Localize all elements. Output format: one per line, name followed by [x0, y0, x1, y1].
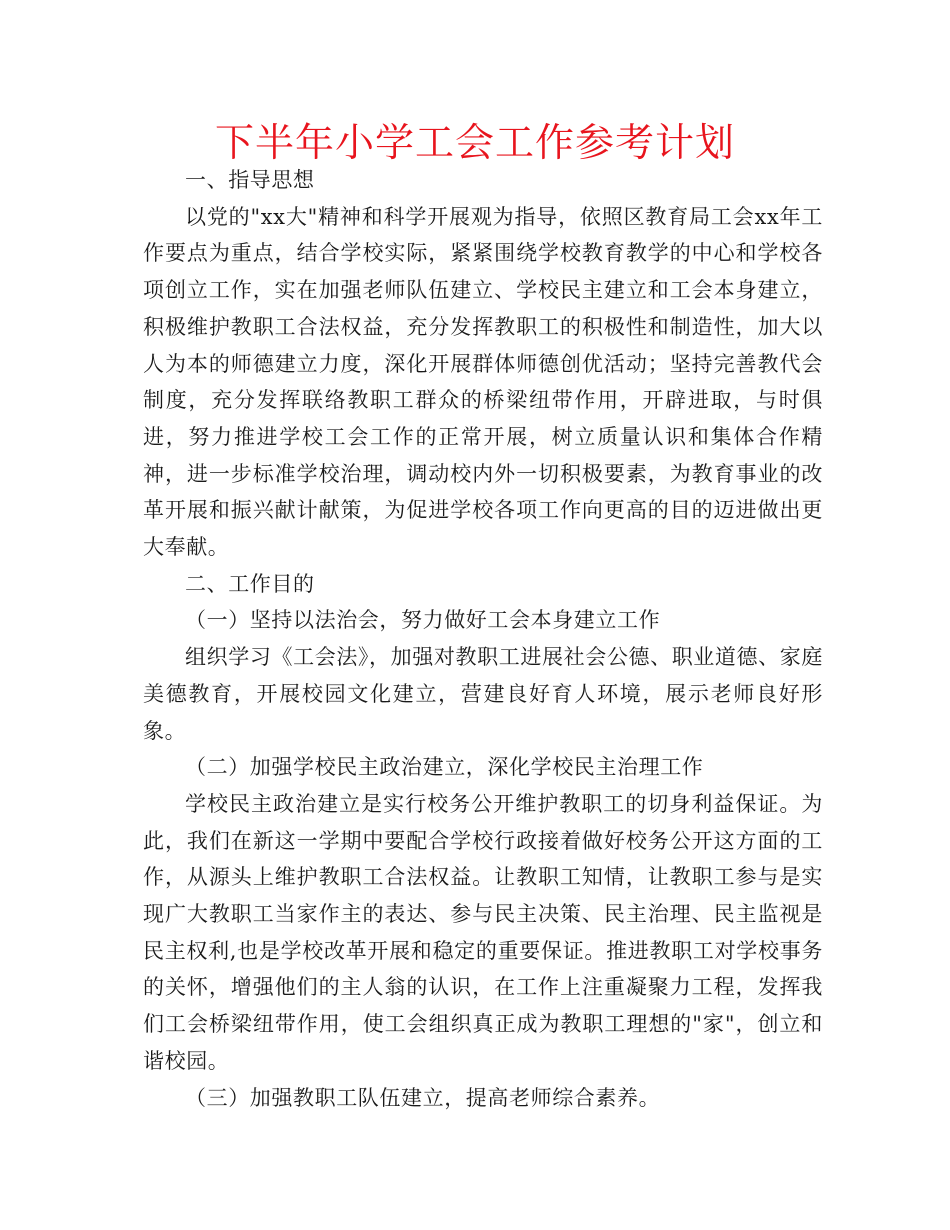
subsection-heading-2: （二）加强学校民主政治建立，深化学校民主治理工作 [185, 755, 704, 780]
document-body [143, 162, 823, 1116]
subsection-heading-3: （三）加强教职工队伍建立，提高老师综合素养。 [185, 1085, 661, 1110]
paragraph-guiding-thought: 以党的"xx大"精神和科学开展观为指导，依照区教育局工会xx年工作要点为重点，结合学校实际，紧紧围绕学校教育教学的中心和学校各项创立工作，实在加强老师队伍建立、学校民主建立和工会本身建立，积极维护教职工合法权益，充分发挥教职工的积极性和制造性，加大以人为本的师德建立力度，深化开展群体师德创优活动；坚持完善教代会制度，充分发挥联络教职工群众的桥梁纽带作用，开辟进取，与时俱进，努力推进学校工会工作的正常开展，树立质量认识和集体合作精神，进一步标准学校治理，调动校内外一切积极要素，为教育事业的改革开展和振兴献计献策，为促进学校各项工作向更高的目的迈进做出更大奉献。 [143, 204, 823, 560]
document-title: 下半年小学工会工作参考计划 [214, 121, 735, 166]
paragraph-subsection-1: 组织学习《工会法》，加强对教职工进展社会公德、职业道德、家庭美德教育，开展校园文化建立，营建良好育人环境，展示老师良好形象。 [143, 645, 823, 743]
paragraph-subsection-2: 学校民主政治建立是实行校务公开维护教职工的切身利益保证。为此，我们在新这一学期中要配合学校行政接着做好校务公开这方面的工作，从源头上维护教职工合法权益。让教职工知情，让教职工参与是实现广大教职工当家作主的表达、参与民主决策、民主治理、民主监视是民主权利,也是学校改革开展和稳定的重要保证。推进教职工对学校事务的关怀，增强他们的主人翁的认识，在工作上注重凝聚力工程，发挥我们工会桥梁纽带作用，使工会组织真正成为教职工理想的"家"，创立和谐校园。 [143, 791, 823, 1073]
subsection-heading-1: （一）坚持以法治会，努力做好工会本身建立工作 [185, 608, 661, 633]
section-heading-guiding-thought: 一、指导思想 [185, 168, 315, 192]
section-heading-work-goals: 二、工作目的 [185, 571, 315, 596]
